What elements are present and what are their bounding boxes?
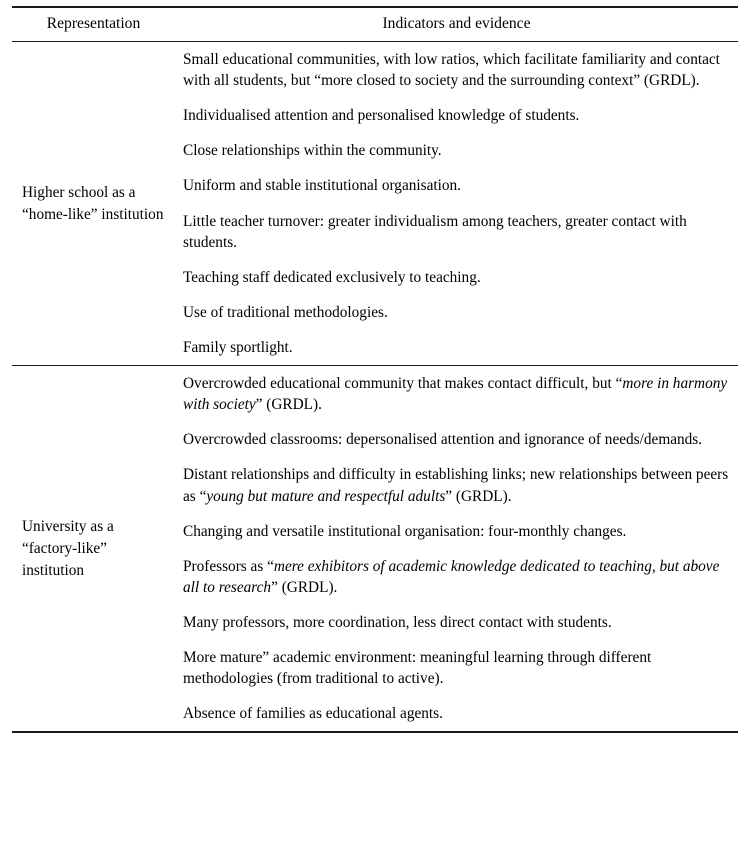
header-row xyxy=(12,7,738,42)
list-item: More mature” academic environment: meaningful learning through different methodologies (from traditional to active). xyxy=(183,649,652,688)
table-row xyxy=(12,366,738,732)
list-item: Changing and versatile institutional organisation: four-monthly changes. xyxy=(183,522,627,540)
indicators-cell-factory-like xyxy=(175,366,738,732)
list-item: Teaching staff dedicated exclusively to teaching. xyxy=(183,268,481,286)
list-item: Little teacher turnover: greater individualism among teachers, greater contact with students. xyxy=(183,212,687,251)
list-item: Family sportlight. xyxy=(183,338,293,356)
list-item: Many professors, more coordination, less direct contact with students. xyxy=(183,613,612,631)
list-item: Close relationships within the community. xyxy=(183,142,442,160)
representation-cell-factory-like: University as a “factory-like” institution xyxy=(22,518,114,579)
indicators-cell-home-like xyxy=(175,42,738,366)
list-item: Professors as “mere exhibitors of academic knowledge dedicated to teaching, but above all to research” (GRDL). xyxy=(183,557,720,596)
indicator-list xyxy=(175,366,738,731)
list-item: Distant relationships and difficulty in establishing links; new relationships between peers as “young but mature and respectful adults” (GRDL). xyxy=(183,466,729,505)
table-header xyxy=(12,7,738,42)
list-item: Uniform and stable institutional organisation. xyxy=(183,177,461,195)
list-item: Overcrowded classrooms: depersonalised attention and ignorance of needs/demands. xyxy=(183,431,703,449)
representation-cell-home-like: Higher school as a “home-like” institution xyxy=(22,183,164,223)
list-item: Overcrowded educational community that makes contact difficult, but “more in harmony with society” (GRDL). xyxy=(183,375,728,414)
list-item: Individualised attention and personalised knowledge of students. xyxy=(183,107,580,125)
table-body xyxy=(12,42,738,734)
representations-table xyxy=(12,6,738,733)
list-item: Absence of families as educational agents. xyxy=(183,705,443,723)
indicator-list xyxy=(175,42,738,365)
list-item: Small educational communities, with low ratios, which facilitate familiarity and contact with all students, but “more closed to society and the surrounding context” (GRDL). xyxy=(183,51,720,90)
table-row xyxy=(12,42,738,366)
column-header-representation: Representation xyxy=(12,7,175,42)
column-header-indicators: Indicators and evidence xyxy=(175,7,738,42)
list-item: Use of traditional methodologies. xyxy=(183,303,388,321)
bottom-rule xyxy=(12,732,738,733)
